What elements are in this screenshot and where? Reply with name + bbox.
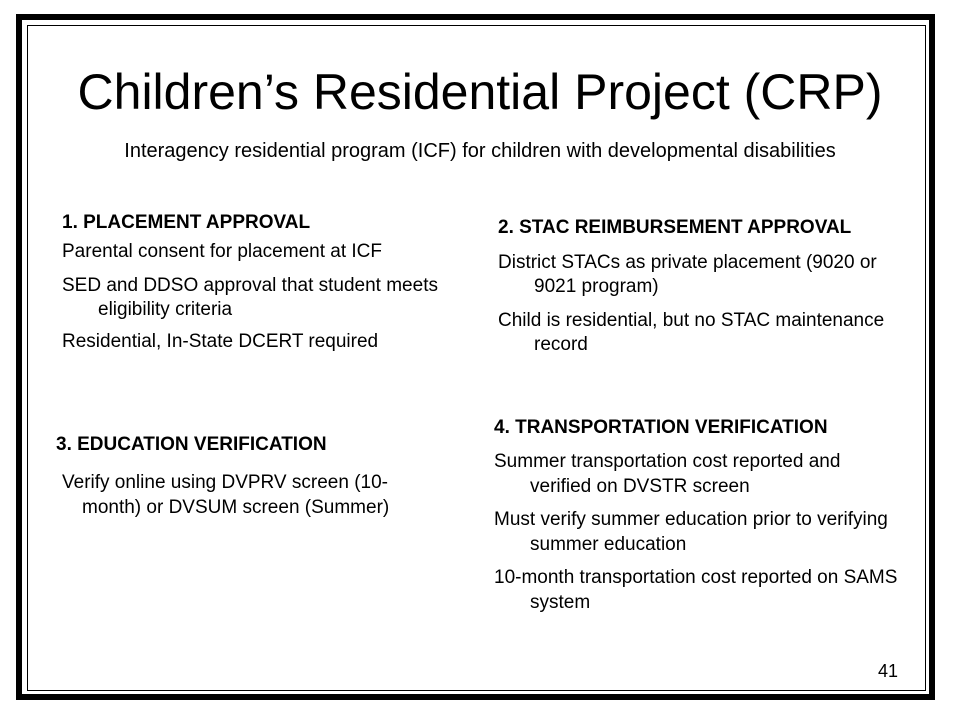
list-item: Parental consent for placement at ICF [62, 241, 382, 262]
page-number: 41 [878, 661, 899, 681]
section-heading: 3. EDUCATION VERIFICATION [56, 434, 327, 455]
section-heading: 4. TRANSPORTATION VERIFICATION [494, 417, 828, 438]
list-item: Child is residential, but no STAC maintenance record [498, 310, 885, 355]
section-placement-approval [62, 210, 467, 364]
slide-subtitle: Interagency residential program (ICF) for children with developmental disabilities [124, 140, 836, 162]
section-education-verification [56, 432, 436, 520]
section-heading: 1. PLACEMENT APPROVAL [62, 212, 311, 233]
list-item: Verify online using DVPRV screen (10-month) or DVSUM screen (Summer) [62, 472, 390, 518]
list-item: SED and DDSO approval that student meets eligibility criteria [62, 275, 438, 320]
list-item: Residential, In-State DCERT required [62, 331, 379, 352]
list-item: 10-month transportation cost reported on SAMS system [494, 567, 898, 613]
list-item: Must verify summer education prior to verifying summer education [494, 509, 888, 555]
list-item: District STACs as private placement (9020 or 9021 program) [498, 252, 877, 297]
section-transportation-verification [494, 415, 904, 623]
section-heading: 2. STAC REIMBURSEMENT APPROVAL [498, 217, 852, 238]
slide-title: Children’s Residential Project (CRP) [77, 64, 883, 120]
list-item: Summer transportation cost reported and verified on DVSTR screen [494, 451, 841, 497]
section-stac-reimbursement-approval [498, 215, 898, 367]
